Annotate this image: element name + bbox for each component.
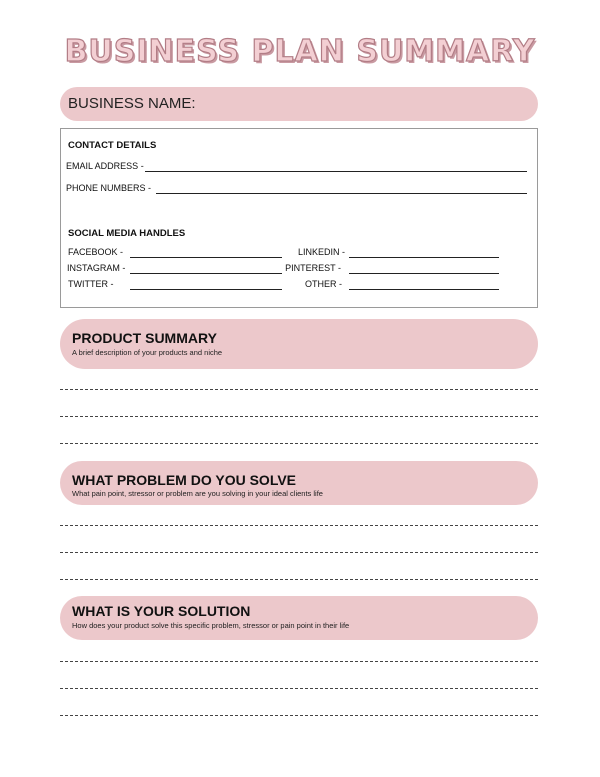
problem-title: WHAT PROBLEM DO YOU SOLVE — [72, 472, 297, 488]
writing-line[interactable] — [60, 416, 538, 417]
pinterest-field-line[interactable] — [349, 273, 499, 274]
writing-line[interactable] — [60, 552, 538, 553]
writing-line[interactable] — [60, 443, 538, 444]
phone-field-line[interactable] — [156, 193, 527, 194]
product-summary-description: A brief description of your products and niche — [72, 348, 223, 357]
page-title: BUSINESS PLAN SUMMARY — [64, 34, 536, 69]
solution-description: How does your product solve this specific problem, stressor or pain point in their life — [72, 621, 350, 630]
writing-line[interactable] — [60, 661, 538, 662]
product-summary-banner — [60, 319, 538, 369]
writing-line[interactable] — [60, 389, 538, 390]
other-field-line[interactable] — [349, 289, 499, 290]
solution-banner — [60, 596, 538, 640]
pinterest-label: PINTEREST - — [285, 263, 341, 273]
solution-title: WHAT IS YOUR SOLUTION — [72, 603, 251, 619]
facebook-label: FACEBOOK - — [68, 247, 124, 257]
twitter-label: TWITTER - — [68, 279, 114, 289]
writing-line[interactable] — [60, 715, 538, 716]
other-label: OTHER - — [305, 279, 342, 289]
product-summary-title: PRODUCT SUMMARY — [72, 330, 217, 346]
business-name-banner[interactable] — [60, 87, 538, 121]
writing-line[interactable] — [60, 688, 538, 689]
email-field-line[interactable] — [145, 171, 527, 172]
phone-label: PHONE NUMBERS - — [66, 183, 152, 193]
email-label: EMAIL ADDRESS - — [66, 161, 144, 171]
facebook-field-line[interactable] — [130, 257, 282, 258]
instagram-field-line[interactable] — [130, 273, 282, 274]
problem-banner — [60, 461, 538, 505]
writing-line[interactable] — [60, 525, 538, 526]
social-media-heading: SOCIAL MEDIA HANDLES — [68, 228, 186, 239]
problem-description: What pain point, stressor or problem are you solving in your ideal clients life — [72, 489, 323, 498]
linkedin-label: LINKEDIN - — [297, 247, 345, 257]
writing-line[interactable] — [60, 579, 538, 580]
instagram-label: INSTAGRAM - — [67, 263, 126, 273]
twitter-field-line[interactable] — [130, 289, 282, 290]
contact-details-heading: CONTACT DETAILS — [68, 140, 157, 151]
linkedin-field-line[interactable] — [349, 257, 499, 258]
contact-details-box — [60, 128, 538, 308]
business-name-label: BUSINESS NAME: — [68, 95, 196, 112]
